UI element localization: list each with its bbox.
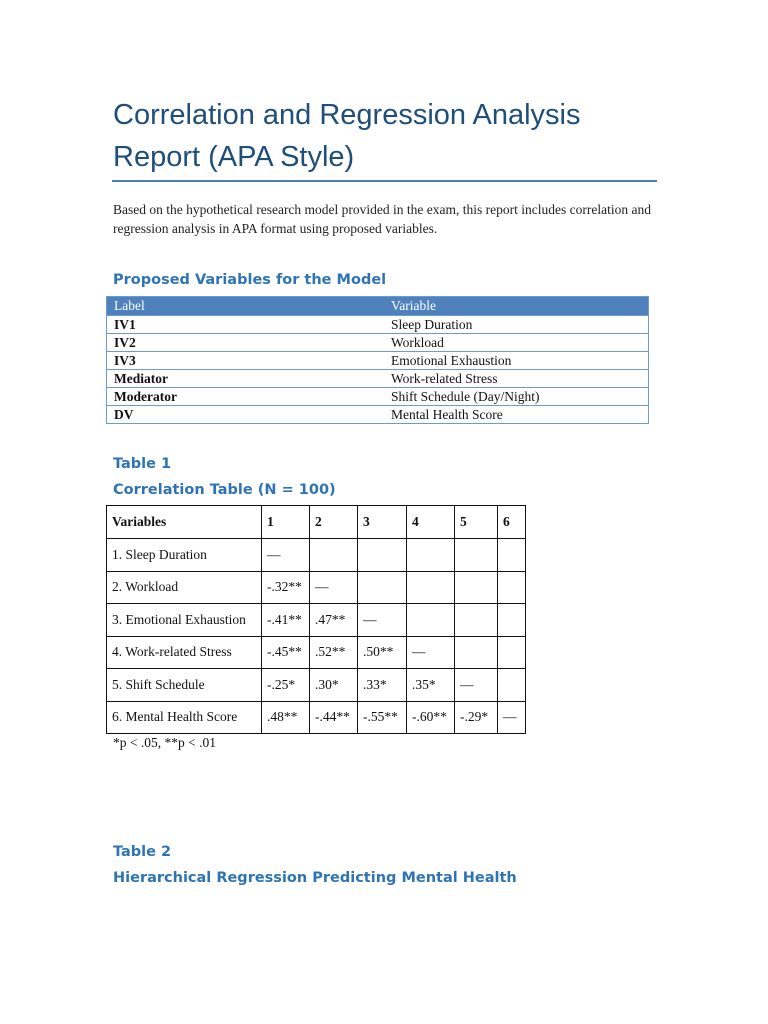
- table-row: [107, 334, 649, 352]
- correlation-cell: [310, 539, 358, 572]
- title-underline: [112, 180, 657, 182]
- table2-caption: Hierarchical Regression Predicting Mental Health: [113, 870, 517, 886]
- correlation-cell: —: [498, 701, 526, 734]
- document-title: Correlation and Regression Analysis Report (APA Style): [113, 99, 581, 173]
- correlation-cell: [498, 571, 526, 604]
- table1-number: Table 1: [113, 456, 172, 472]
- row-label: 6. Mental Health Score: [107, 701, 262, 734]
- label-column-header: Label: [107, 297, 385, 316]
- correlation-cell: -.55**: [358, 701, 407, 734]
- correlation-header-row: [107, 506, 526, 539]
- table-row: [107, 406, 649, 424]
- correlation-cell: [358, 571, 407, 604]
- variables-header-row: [107, 297, 649, 316]
- column-header: 1: [262, 506, 310, 539]
- variables-heading: Proposed Variables for the Model: [113, 272, 387, 288]
- variable-label: IV1: [107, 316, 385, 334]
- table-row: [107, 316, 649, 334]
- variable-name: Emotional Exhaustion: [384, 352, 649, 370]
- table-row: [107, 370, 649, 388]
- table-row: [107, 388, 649, 406]
- correlation-cell: -.45**: [262, 636, 310, 669]
- column-header: 5: [455, 506, 498, 539]
- table-row: [107, 571, 526, 604]
- correlation-cell: [498, 636, 526, 669]
- variable-column-header: Variable: [384, 297, 649, 316]
- significance-note: *p < .05, **p < .01: [113, 735, 216, 750]
- correlation-cell: —: [262, 539, 310, 572]
- correlation-cell: .47**: [310, 604, 358, 637]
- column-header: 6: [498, 506, 526, 539]
- correlation-cell: -.41**: [262, 604, 310, 637]
- table-row: [107, 604, 526, 637]
- variable-label: IV2: [107, 334, 385, 352]
- intro-paragraph: Based on the hypothetical research model provided in the exam, this report includes correlation and regression analysis in APA format using proposed variables.: [113, 202, 651, 236]
- variables-column-header: Variables: [107, 506, 262, 539]
- correlation-cell: [498, 669, 526, 702]
- row-label: 2. Workload: [107, 571, 262, 604]
- variable-label: Mediator: [107, 370, 385, 388]
- correlation-cell: -.25*: [262, 669, 310, 702]
- variable-name: Work-related Stress: [384, 370, 649, 388]
- column-header: 2: [310, 506, 358, 539]
- variable-name: Sleep Duration: [384, 316, 649, 334]
- correlation-cell: [498, 539, 526, 572]
- correlation-cell: .50**: [358, 636, 407, 669]
- row-label: 5. Shift Schedule: [107, 669, 262, 702]
- correlation-cell: -.29*: [455, 701, 498, 734]
- correlation-cell: .35*: [407, 669, 455, 702]
- correlation-cell: .33*: [358, 669, 407, 702]
- row-label: 4. Work-related Stress: [107, 636, 262, 669]
- correlation-cell: .48**: [262, 701, 310, 734]
- correlation-cell: —: [310, 571, 358, 604]
- correlation-cell: -.32**: [262, 571, 310, 604]
- table-row: [107, 352, 649, 370]
- correlation-cell: —: [358, 604, 407, 637]
- table-row: [107, 636, 526, 669]
- correlation-cell: [455, 604, 498, 637]
- table1-caption: Correlation Table (N = 100): [113, 482, 336, 498]
- variable-label: IV3: [107, 352, 385, 370]
- correlation-cell: [455, 571, 498, 604]
- table2-number: Table 2: [113, 844, 172, 860]
- table-row: [107, 669, 526, 702]
- correlation-cell: [455, 539, 498, 572]
- correlation-cell: [455, 636, 498, 669]
- variable-label: Moderator: [107, 388, 385, 406]
- correlation-cell: [407, 539, 455, 572]
- correlation-cell: [498, 604, 526, 637]
- correlation-cell: —: [407, 636, 455, 669]
- table-row: [107, 701, 526, 734]
- column-header: 3: [358, 506, 407, 539]
- column-header: 4: [407, 506, 455, 539]
- variable-name: Shift Schedule (Day/Night): [384, 388, 649, 406]
- correlation-cell: .52**: [310, 636, 358, 669]
- table-row: [107, 539, 526, 572]
- row-label: 3. Emotional Exhaustion: [107, 604, 262, 637]
- variable-name: Mental Health Score: [384, 406, 649, 424]
- correlation-cell: [358, 539, 407, 572]
- row-label: 1. Sleep Duration: [107, 539, 262, 572]
- correlation-cell: [407, 604, 455, 637]
- variable-name: Workload: [384, 334, 649, 352]
- correlation-cell: -.44**: [310, 701, 358, 734]
- correlation-table: [106, 505, 526, 734]
- correlation-cell: —: [455, 669, 498, 702]
- variables-table: [106, 296, 649, 424]
- correlation-cell: [407, 571, 455, 604]
- correlation-cell: .30*: [310, 669, 358, 702]
- correlation-cell: -.60**: [407, 701, 455, 734]
- variable-label: DV: [107, 406, 385, 424]
